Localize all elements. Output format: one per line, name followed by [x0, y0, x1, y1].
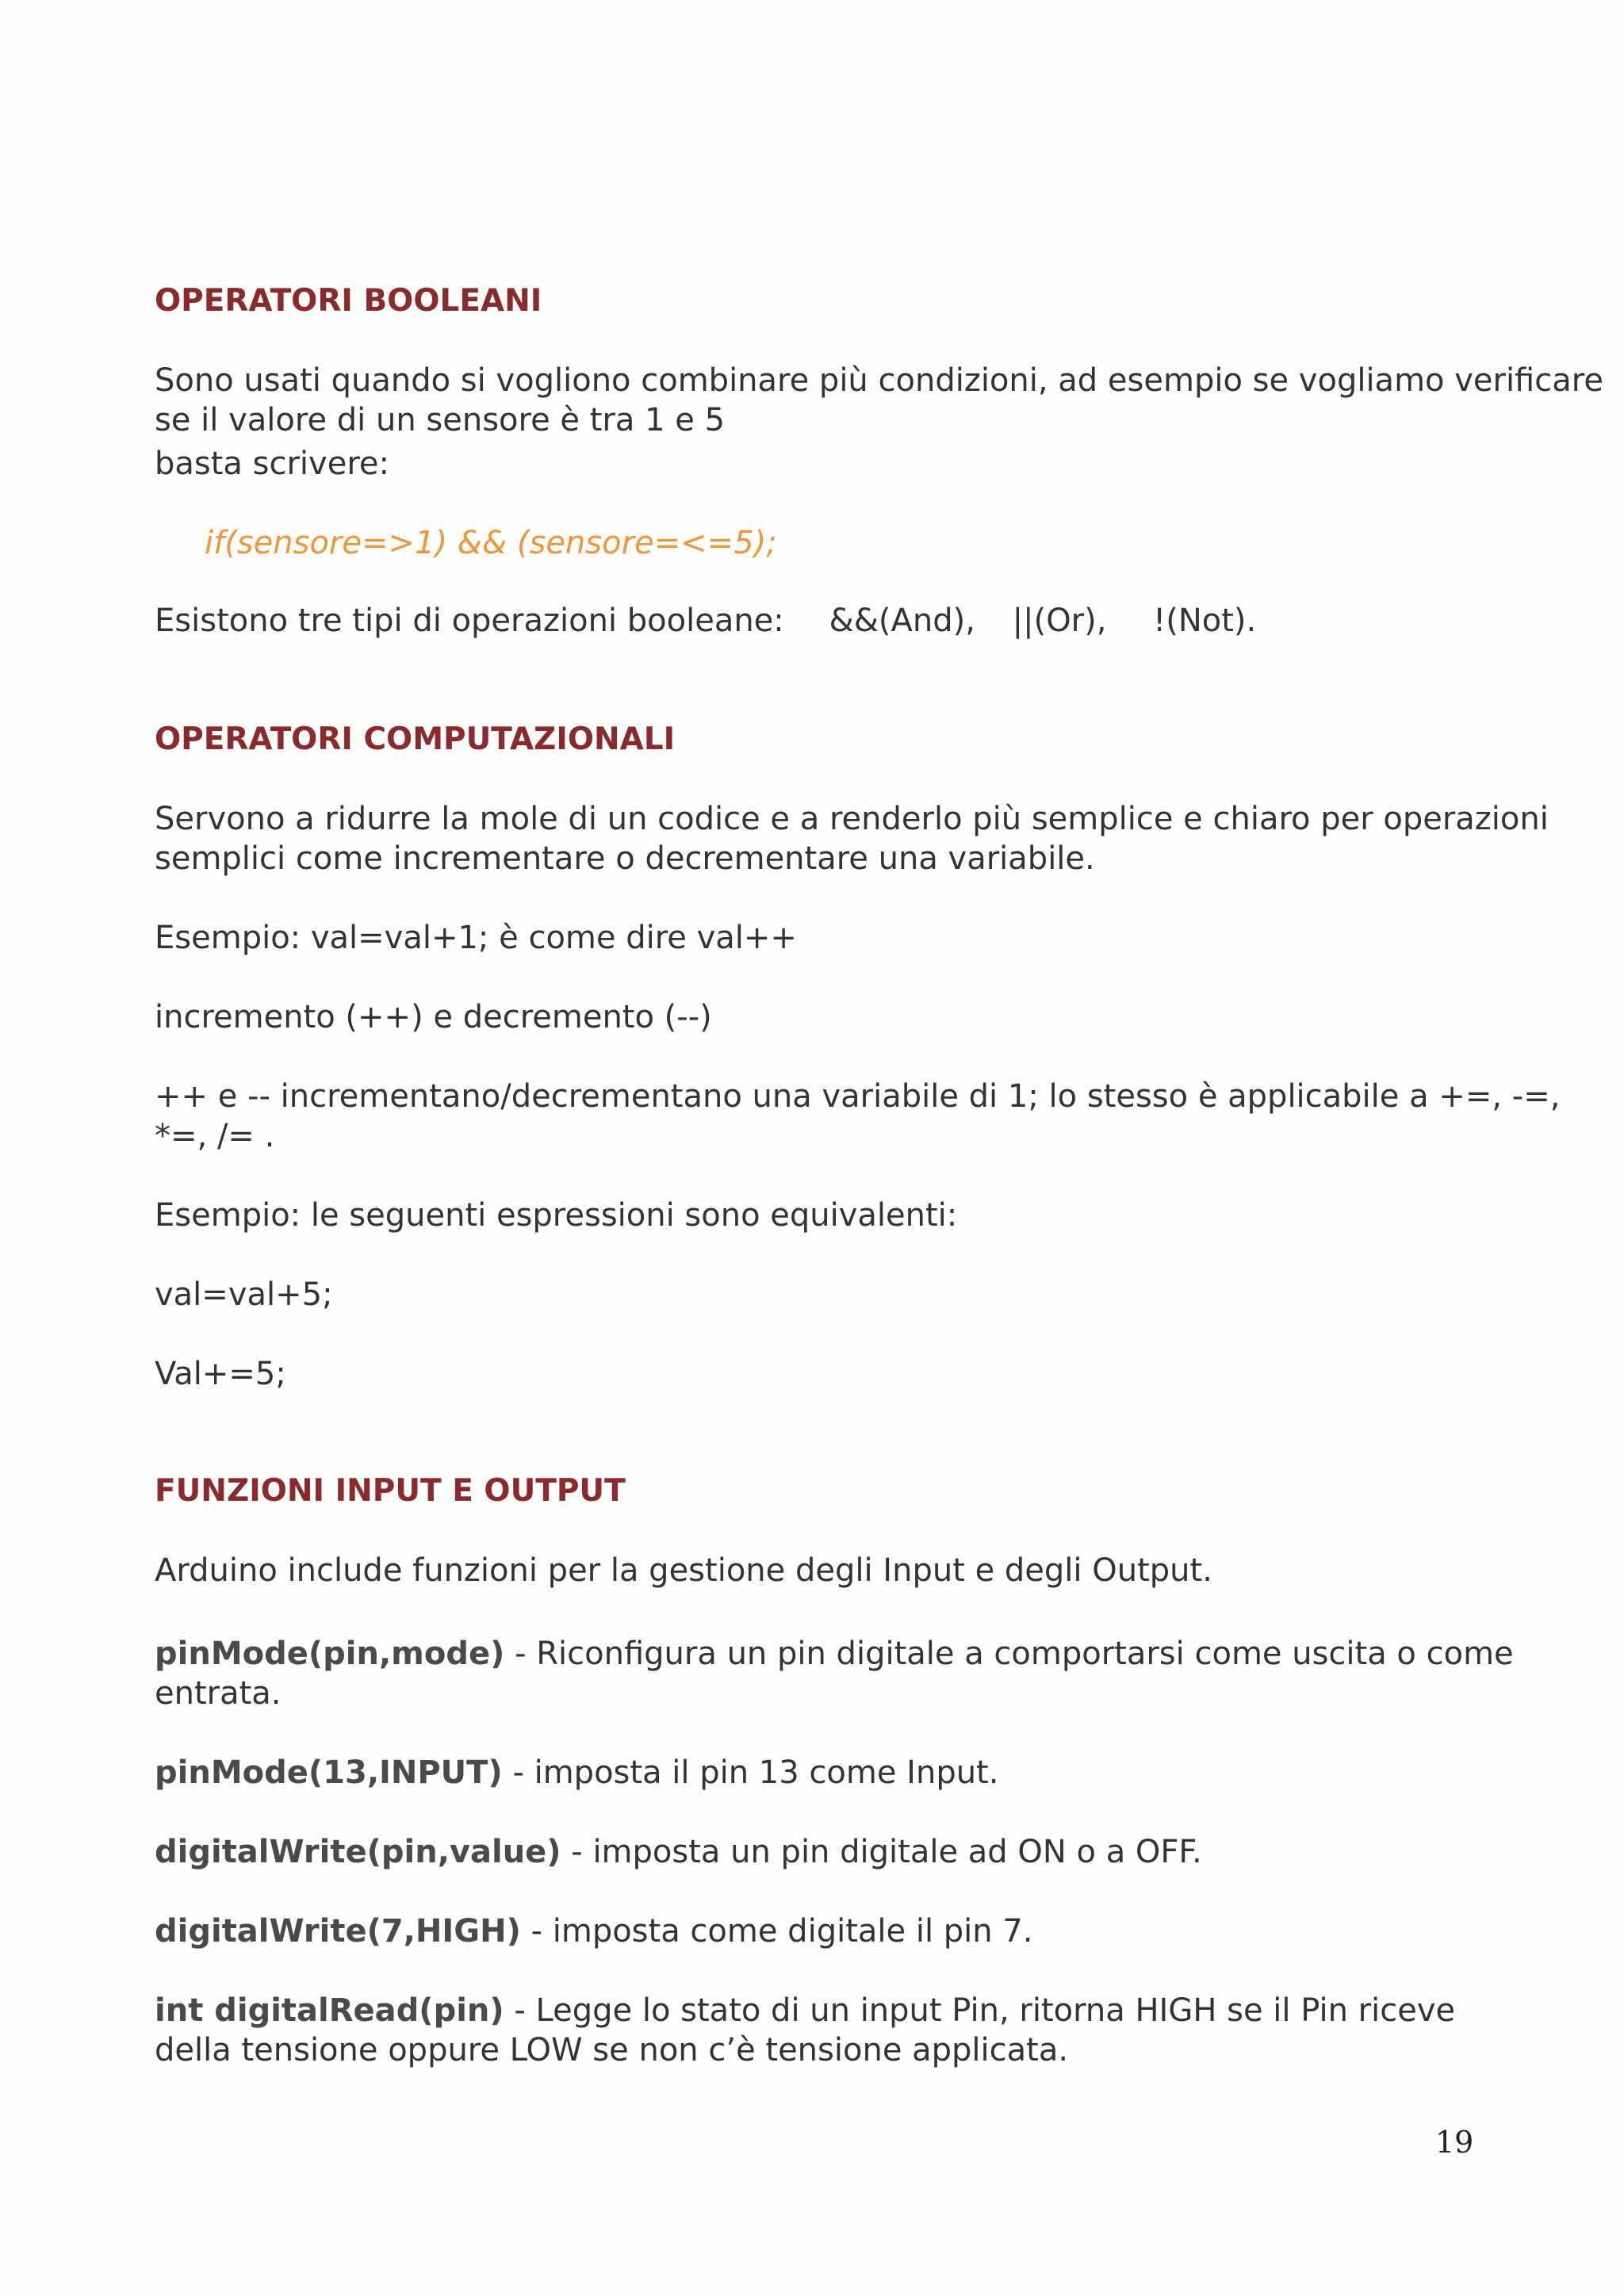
io-pinmode-desc2: entrata.: [155, 1675, 282, 1712]
booleani-code-example: if(sensore=>1) && (sensore=<=5);: [205, 525, 777, 561]
io-digitalwrite7-name: digitalWrite(7,HIGH): [155, 1913, 521, 1950]
computazionali-note-line1: ++ e -- incrementano/decrementano una variabile di 1; lo stesso è applicabile a +=, -=,: [155, 1078, 1561, 1115]
heading-operatori-computazionali: OPERATORI COMPUTAZIONALI: [155, 721, 676, 757]
io-pinmode-line: [155, 1634, 1514, 1674]
computazionali-expr1: val=val+5;: [155, 1276, 333, 1313]
booleani-types-label: Esistono tre tipi di operazioni booleane:: [155, 603, 784, 639]
io-digitalread-name: int digitalRead(pin): [155, 1992, 504, 2029]
computazionali-intro-line2: semplici come incrementare o decrementare una variabile.: [155, 840, 1095, 877]
computazionali-note-line2: *=, /= .: [155, 1118, 275, 1154]
io-pinmode13-desc: - imposta il pin 13 come Input.: [502, 1755, 999, 1791]
booleani-intro-line1: Sono usati quando si vogliono combinare più condizioni, ad esempio se vogliamo verificare: [155, 362, 1603, 399]
op-not: !(Not).: [1153, 603, 1257, 639]
io-pinmode13-name: pinMode(13,INPUT): [155, 1755, 503, 1791]
op-or: ||(Or),: [1012, 603, 1107, 639]
computazionali-expr2: Val+=5;: [155, 1356, 286, 1392]
io-digitalwrite7-line: [155, 1911, 1033, 1951]
io-digitalwrite-desc: - imposta un pin digitale ad ON o a OFF.: [561, 1834, 1202, 1870]
io-digitalwrite7-desc: - imposta come digitale il pin 7.: [520, 1913, 1033, 1950]
io-pinmode-name: pinMode(pin,mode): [155, 1636, 505, 1672]
io-digitalread-desc: - Legge lo stato di un input Pin, ritorna HIGH se il Pin riceve: [504, 1992, 1456, 2029]
op-and: &&(And),: [829, 603, 975, 639]
io-pinmode13-line: [155, 1753, 998, 1793]
io-digitalread-line: [155, 1991, 1455, 2030]
computazionali-intro-line1: Servono a ridurre la mole di un codice e a renderlo più semplice e chiaro per operazioni: [155, 801, 1549, 837]
io-digitalwrite-line: [155, 1832, 1202, 1872]
io-digitalread-desc2: della tensione oppure LOW se non c’è tensione applicata.: [155, 2032, 1069, 2068]
computazionali-example2: Esempio: le seguenti espressioni sono equivalenti:: [155, 1197, 958, 1234]
computazionali-example1: Esempio: val=val+1; è come dire val++: [155, 920, 797, 956]
io-pinmode-desc: - Riconfigura un pin digitale a comportarsi come uscita o come: [504, 1636, 1514, 1672]
booleani-types-line: [155, 601, 1256, 641]
heading-funzioni-io: FUNZIONI INPUT E OUTPUT: [155, 1473, 626, 1509]
heading-operatori-booleani: OPERATORI BOOLEANI: [155, 283, 542, 319]
page-number: 19: [1435, 2125, 1474, 2160]
io-digitalwrite-name: digitalWrite(pin,value): [155, 1834, 561, 1870]
booleani-intro-line2: se il valore di un sensore è tra 1 e 5: [155, 402, 726, 438]
computazionali-incdec: incremento (++) e decremento (--): [155, 999, 712, 1035]
booleani-intro-line3: basta scrivere:: [155, 446, 389, 482]
io-intro: Arduino include funzioni per la gestione degli Input e degli Output.: [155, 1552, 1212, 1589]
